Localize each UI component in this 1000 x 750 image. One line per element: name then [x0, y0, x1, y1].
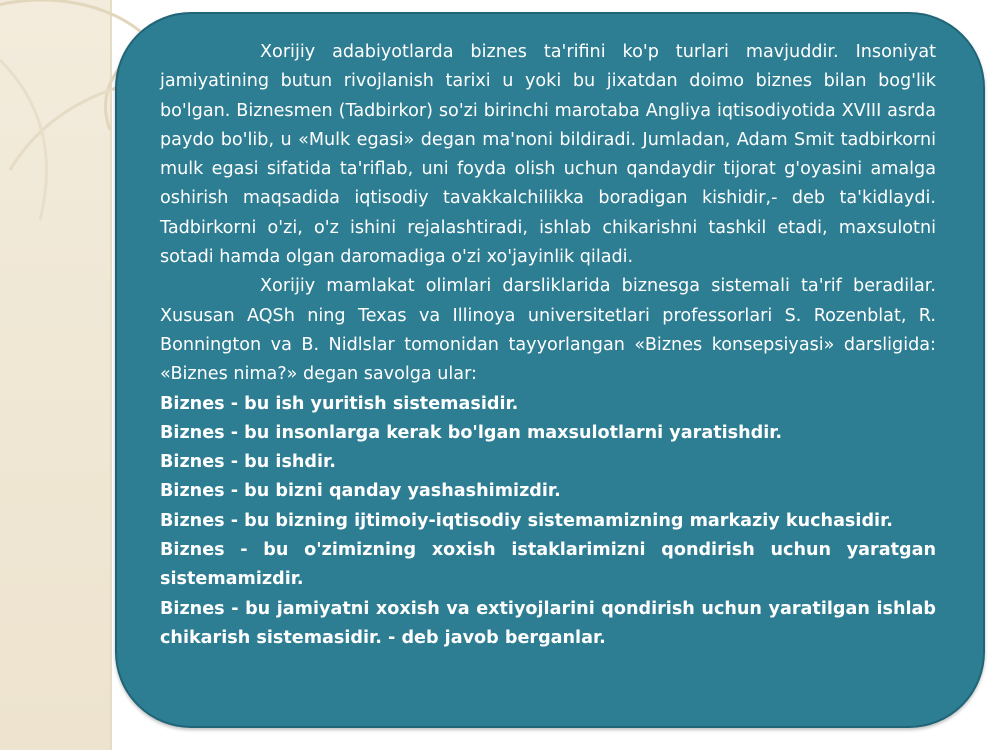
definition-item: Biznes - bu ishdir.	[160, 452, 336, 473]
definition-item: Biznes - bu o'zimizning xoxish istaklarimizni qondirish uchun yaratgan sistemamizdir.	[160, 540, 936, 590]
definition-item: Biznes - bu ish yuritish sistemasidir.	[160, 393, 519, 414]
intro-paragraph: Xorijiy adabiyotlarda biznes ta'rifini ko'p turlari mavjuddir. Insoniyat jamiyatining butun rivojlanish tarixi u yoki bu jixatdan doimo biznes bilan bog'lik bo'lgan. Biznesmen (Tadbirkor) so'zi birinchi marotaba Angliya iqtisodiyotida XVIII asrda paydo bo'lib, u «Mulk egasi» degan ma'noni bildiradi. Jumladan, Adam Smit tadbirkorni mulk egasi sifatida ta'riflab, uni foyda olish uchun qandaydir tijorat g'oyasini amalga oshirish maqsadida iqtisodiy tavakkalchilikka boradigan kishidir,- deb ta'kidlaydi. Tadbirkorni o'zi, o'z ishini rejalashtiradi, ishlab chikarishni tashkil etadi, maxsulotni sotadi hamda olgan daromadiga o'zi xo'jayinlik qiladi.	[160, 42, 936, 268]
definition-item: Biznes - bu bizning ijtimoiy-iqtisodiy sistemamizning markaziy kuchasidir.	[160, 510, 893, 531]
definition-item: Biznes - bu insonlarga kerak bo'lgan maxsulotlarni yaratishdir.	[160, 422, 783, 443]
second-paragraph: Xorijiy mamlakat olimlari darsliklarida biznesga sistemali ta'rif beradilar. Xususan AQSh ning Texas va Illinoya universitetlari professorlari S. Rozenblat, R. Bonnington va B. Nidlslar tomonidan tayyorlangan «Biznes konsepsiyasi» darsligida: «Biznes nima?» degan savolga ular:	[160, 276, 936, 385]
content-text	[160, 38, 936, 653]
definition-item: Biznes - bu jamiyatni xoxish va extiyojlarini qondirish uchun yaratilgan ishlab chikarish sistemasidir. - deb javob berganlar.	[160, 598, 936, 648]
definition-item: Biznes - bu bizni qanday yashashimizdir.	[160, 481, 561, 502]
